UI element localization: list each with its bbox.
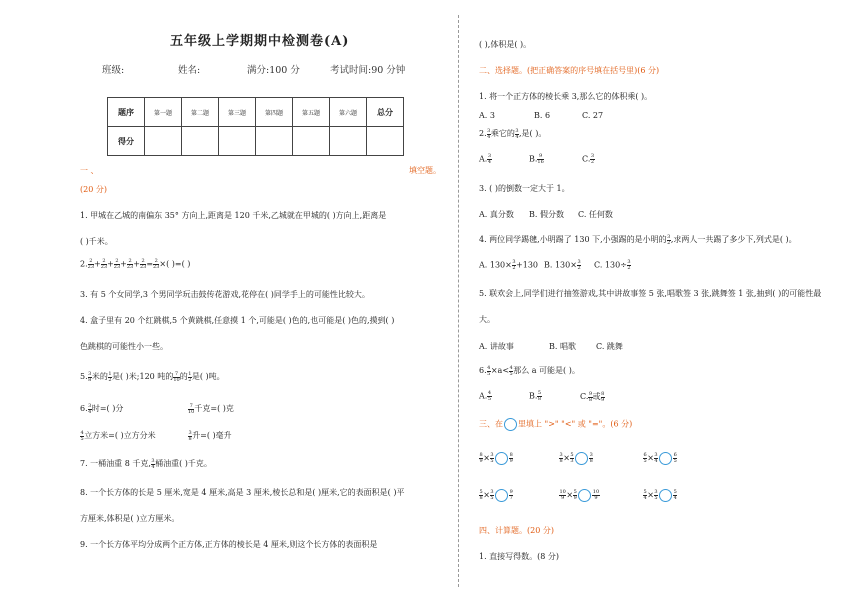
question-6-part3: $\frac{4}{5}$ 立方米=( )立方分米 <box>80 429 156 442</box>
choice-2-option-c: C. $\frac{3}{2}$ <box>582 153 595 165</box>
score-col-header: 第六题 <box>330 98 367 127</box>
choice-6-option-a: A. $\frac{4}{5}$ <box>479 390 492 402</box>
page-title: 五年级上学期期中检测卷(A) <box>170 34 350 49</box>
compare-answer-circle[interactable] <box>578 489 591 502</box>
score-total-header: 总分 <box>367 98 404 127</box>
question-8-line1: 8. 一个长方体的长是 5 厘米,宽是 4 厘米,高是 3 厘米,棱长总和是( )厘米,它的表面积是( )平 <box>80 488 405 497</box>
choice-2-option-a: A. $\frac{3}{4}$ <box>479 153 492 165</box>
compare-2: $\frac{3}{8}$ × $\frac{5}{3}$ $\frac{3}{8}$ <box>559 452 593 464</box>
question-4-line1: 4. 盒子里有 20 个红跳棋,5 个黄跳棋,任意摸 1 个,可能是( )色的,也可能是( )色的,摸到( ) <box>80 316 395 325</box>
column-divider <box>458 15 459 587</box>
score-col-header: 第三题 <box>219 98 256 127</box>
section1-prefix: 一 、 <box>80 166 99 175</box>
compare-answer-circle[interactable] <box>659 452 672 465</box>
section3-title: 三、在 里填上 ">" "<" 或 "="。(6 分) <box>479 418 632 431</box>
circle-blank-icon <box>504 418 517 431</box>
score-table-row-label: 得分 <box>108 127 145 156</box>
section2-title: 二、选择题。(把正确答案的序号填在括号里)(6 分) <box>479 66 660 75</box>
compare-3: $\frac{6}{5}$ × $\frac{3}{4}$ $\frac{6}{5}$ <box>643 452 677 464</box>
choice-4-option-b: B. 130× $\frac{3}{2}$ <box>544 259 581 271</box>
compare-answer-circle[interactable] <box>659 489 672 502</box>
choice-6: 6. $\frac{4}{5}$ ×a< $\frac{4}{5}$ 那么 a 可能是( )。 <box>479 364 580 377</box>
choice-6-option-b: B. $\frac{5}{8}$ <box>529 390 542 402</box>
question-3: 3. 有 5 个女同学,3 个男同学玩击鼓传花游戏,花停在( )同学手上的可能性比较大。 <box>80 290 370 299</box>
score-cell[interactable] <box>182 127 219 156</box>
choice-5-option-b: B. 唱歌 <box>549 342 576 351</box>
score-col-header: 第五题 <box>293 98 330 127</box>
compare-6: $\frac{5}{4}$ × $\frac{3}{5}$ $\frac{5}{4}$ <box>643 489 677 501</box>
question-1-line1: 1. 甲城在乙城的南偏东 35° 方向上,距离是 120 千米,乙城就在甲城的( )方向上,距离是 <box>80 211 387 220</box>
question-6-part4: $\frac{3}{8}$ 升=( )毫升 <box>188 429 232 442</box>
choice-4-option-a: A. 130× $\frac{3}{2}$ +130 <box>479 259 539 271</box>
section1-points: (20 分) <box>80 185 107 194</box>
question-9: 9. 一个长方体平均分成两个正方体,正方体的棱长是 4 厘米,则这个长方体的表面积是 <box>80 540 378 549</box>
choice-5-line1: 5. 联欢会上,同学们进行抽签游戏,其中讲故事签 5 张,唱歌签 3 张,跳舞签 1 张,抽到( )的可能性最 <box>479 289 822 298</box>
class-label: 班级: <box>102 65 125 76</box>
choice-1: 1. 将一个正方体的棱长乘 3,那么它的体积乘( )。 <box>479 92 653 101</box>
question-5: 5. $\frac{3}{8}$ 米的 $\frac{1}{2}$ 是( )米;120 吨的 $\frac{7}{10}$ 的 $\frac{1}{2}$ 是( )吨。 <box>80 370 225 383</box>
score-cell[interactable] <box>367 127 404 156</box>
choice-1-option-a: A. 3 <box>479 111 495 120</box>
score-table <box>107 97 404 156</box>
question-2: 2. $\frac{2}{23}$ + $\frac{2}{23}$ + $\frac{2}{23}$ + $\frac{2}{23}$ + $\frac{2}{23}$ = $\frac{2}{23}$ ×( )=( ) <box>80 258 191 270</box>
compare-4: $\frac{5}{8}$ × $\frac{3}{5}$ $\frac{9}{7}$ <box>479 489 513 501</box>
score-col-header: 第一题 <box>145 98 182 127</box>
compare-answer-circle[interactable] <box>495 452 508 465</box>
score-cell[interactable] <box>256 127 293 156</box>
choice-6-option-c: C. $\frac{9}{8}$ 或 $\frac{8}{9}$ <box>580 390 605 403</box>
score-cell[interactable] <box>330 127 367 156</box>
score-cell[interactable] <box>145 127 182 156</box>
choice-3-option-b: B. 假分数 <box>529 210 564 219</box>
section4-title: 四、计算题。(20 分) <box>479 526 554 535</box>
score-cell[interactable] <box>219 127 256 156</box>
question-6-part2: $\frac{7}{10}$ 千克=( )克 <box>188 402 234 415</box>
choice-4: 4. 两位同学踢毽,小明踢了 130 下,小强踢的是小明的 $\frac{3}{2}$ ,求两人一共踢了多少下,列式是( )。 <box>479 233 797 246</box>
question-9-continued: ( ),体积是( )。 <box>479 40 532 49</box>
score-cell[interactable] <box>293 127 330 156</box>
question-6-part1: 6. $\frac{3}{4}$ 时=( )分 <box>80 402 124 415</box>
choice-1-option-c: C. 27 <box>582 111 604 120</box>
calc-1: 1. 直接写得数。(8 分) <box>479 552 560 561</box>
choice-1-option-b: B. 6 <box>534 111 551 120</box>
compare-answer-circle[interactable] <box>575 452 588 465</box>
choice-5-line2: 大。 <box>479 315 495 324</box>
time-label: 考试时间:90 分钟 <box>330 65 406 76</box>
choice-5-option-a: A. 讲故事 <box>479 342 514 351</box>
compare-1: $\frac{8}{9}$ × $\frac{3}{5}$ $\frac{8}{9}$ <box>479 452 513 464</box>
choice-2: 2. $\frac{3}{4}$ 乘它的 $\frac{3}{4}$ ,是( )。 <box>479 127 547 140</box>
name-label: 姓名: <box>178 65 201 76</box>
full-score-label: 满分:100 分 <box>247 65 300 76</box>
choice-3: 3. ( )的倒数一定大于 1。 <box>479 184 570 193</box>
compare-answer-circle[interactable] <box>495 489 508 502</box>
choice-3-option-c: C. 任何数 <box>578 210 613 219</box>
score-col-header: 第二题 <box>182 98 219 127</box>
question-4-line2: 色跳棋的可能性小一些。 <box>80 342 168 351</box>
question-1-line2: ( )千米。 <box>80 237 113 246</box>
choice-5-option-c: C. 跳舞 <box>596 342 623 351</box>
choice-4-option-c: C. 130÷ $\frac{3}{2}$ <box>594 259 631 271</box>
choice-2-option-b: B. $\frac{9}{16}$ <box>529 153 544 165</box>
compare-5: $\frac{10}{9}$ × $\frac{5}{9}$ $\frac{10}{9}$ <box>559 489 600 501</box>
choice-3-option-a: A. 真分数 <box>479 210 514 219</box>
section1-title: 填空题。 <box>409 166 441 175</box>
score-col-header: 第四题 <box>256 98 293 127</box>
question-8-line2: 方厘米,体积是( )立方厘米。 <box>80 514 180 523</box>
question-7: 7. 一桶油重 8 千克, $\frac{3}{4}$ 桶油重( )千克。 <box>80 457 212 470</box>
score-table-row-label: 题序 <box>108 98 145 127</box>
